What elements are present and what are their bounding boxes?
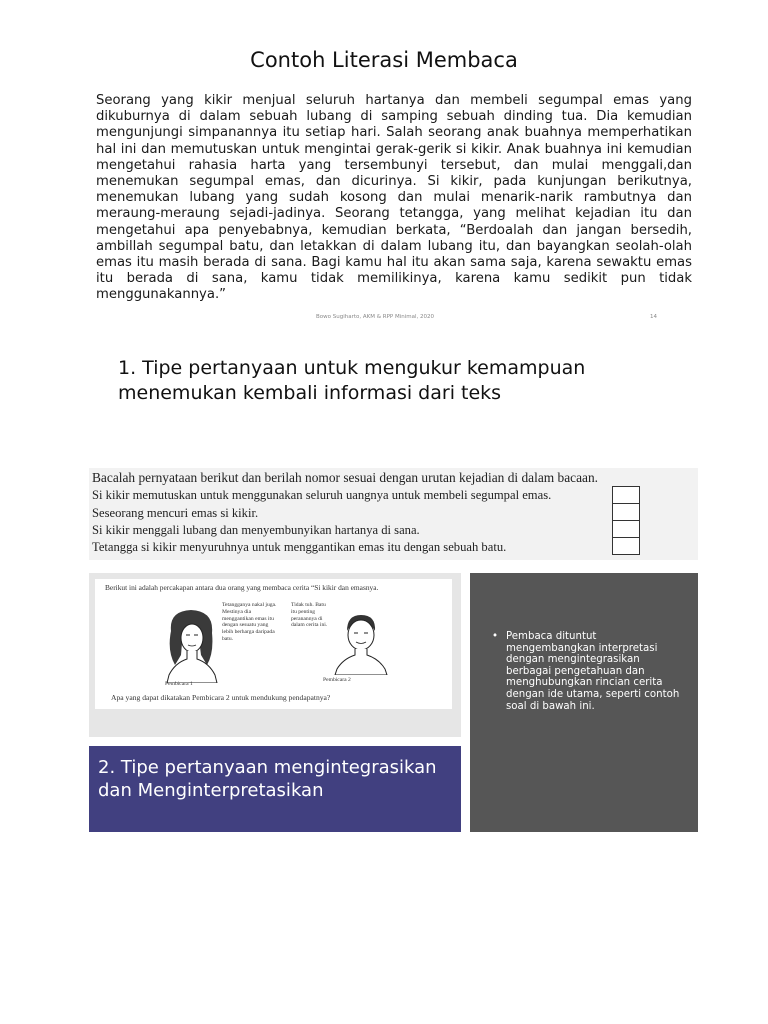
- ordering-task: [89, 468, 698, 560]
- task-statement: Si kikir memutuskan untuk menggunakan seluruh uangnya untuk membeli segumpal emas.: [92, 488, 552, 502]
- dialog-example: [89, 573, 461, 737]
- section2-banner: [89, 746, 461, 832]
- task-statement: Si kikir menggali lubang dan menyembunyikan hartanya di sana.: [92, 523, 420, 537]
- dialog-card: [95, 579, 452, 709]
- task-statement: Seseorang mencuri emas si kikir.: [92, 506, 259, 520]
- explanation-panel: [470, 573, 698, 832]
- section1-heading: 1. Tipe pertanyaan untuk mengukur kemampuan menemukan kembali informasi dari teks: [118, 357, 586, 404]
- order-answer-box[interactable]: [612, 520, 640, 538]
- order-answer-box[interactable]: [612, 503, 640, 521]
- speaker1-illustration: [157, 605, 227, 683]
- speaker1-label: Pembicara 1: [165, 681, 193, 687]
- speaker2-illustration: [331, 611, 391, 675]
- section2-heading: 2. Tipe pertanyaan mengintegrasikan dan Menginterpretasikan: [98, 757, 437, 801]
- task-instruction: Bacalah pernyataan berikut dan berilah nomor sesuai dengan urutan kejadian di dalam bacaan.: [92, 470, 599, 485]
- bullet-icon: •: [492, 631, 499, 642]
- dialog-question: Apa yang dapat dikatakan Pembicara 2 untuk mendukung pendapatnya?: [111, 693, 331, 702]
- speaker2-bubble: Tidak tuh. Batu itu penting peranannya di dalam cerita ini.: [291, 602, 328, 629]
- explanation-text: Pembaca dituntut mengembangkan interpretasi dengan mengintegrasikan berbagai pengetahuan dan menghubungkan rincian cerita dengan ide utama, seperti contoh soal di bawah ini.: [506, 631, 680, 712]
- speaker1-bubble: Tetangganya nakal juga. Mestinya dia menggantikan emas itu dengan sesuatu yang lebih berharga daripada batu.: [222, 602, 277, 642]
- task-statement: Tetangga si kikir menyuruhnya untuk menggantikan emas itu dengan sebuah batu.: [92, 540, 507, 554]
- slide-page-number: 14: [650, 314, 657, 320]
- dialog-intro: Berikut ini adalah percakapan antara dua orang yang membaca cerita “Si kikir dan emasnya.: [105, 583, 379, 592]
- speaker2-label: Pembicara 2: [323, 677, 351, 683]
- page-title: Contoh Literasi Membaca: [250, 48, 518, 72]
- order-answer-box[interactable]: [612, 537, 640, 555]
- reading-passage: Seorang yang kikir menjual seluruh hartanya dan membeli segumpal emas yang dikuburnya di dalam sebuah lubang di samping sebuah dinding tua. Dia kemudian mengunjungi simpanannya itu setiap hari. Salah seorang anak buahnya memperhatikan hal ini dan memutuskan untuk mengintai gerak-gerik si kikir. Anak buahnya ini kemudian mengetahui rahasia harta yang tersembunyi tersebut, dan mulai menggali,dan menemukan segumpal emas, dan dicurinya. Si kikir, pada kunjungan berikutnya, menemukan lubang yang sudah kosong dan mulai menarik-narik rambutnya dan meraung-meraung sejadi-jadinya. Seorang tetangga, yang melihat kejadian itu dan mengetahui apa penyebabnya, kemudian berkata, “Berdoalah dan jangan bersedih, ambillah segumpal batu, dan letakkan di dalam lubang itu, dan bayangkan seolah-olah emas itu masih berada di sana. Bagi kamu hal itu akan sama saja, karena sewaktu emas itu berada di sana, kamu tidak memilikinya, karena kamu sedikit pun tidak menggunakannya.”: [96, 93, 692, 303]
- slide-credit: Bowo Sugiharto, AKM & RPP Minimal, 2020: [316, 314, 435, 320]
- order-answer-box[interactable]: [612, 486, 640, 504]
- explanation-bullet: [492, 631, 682, 712]
